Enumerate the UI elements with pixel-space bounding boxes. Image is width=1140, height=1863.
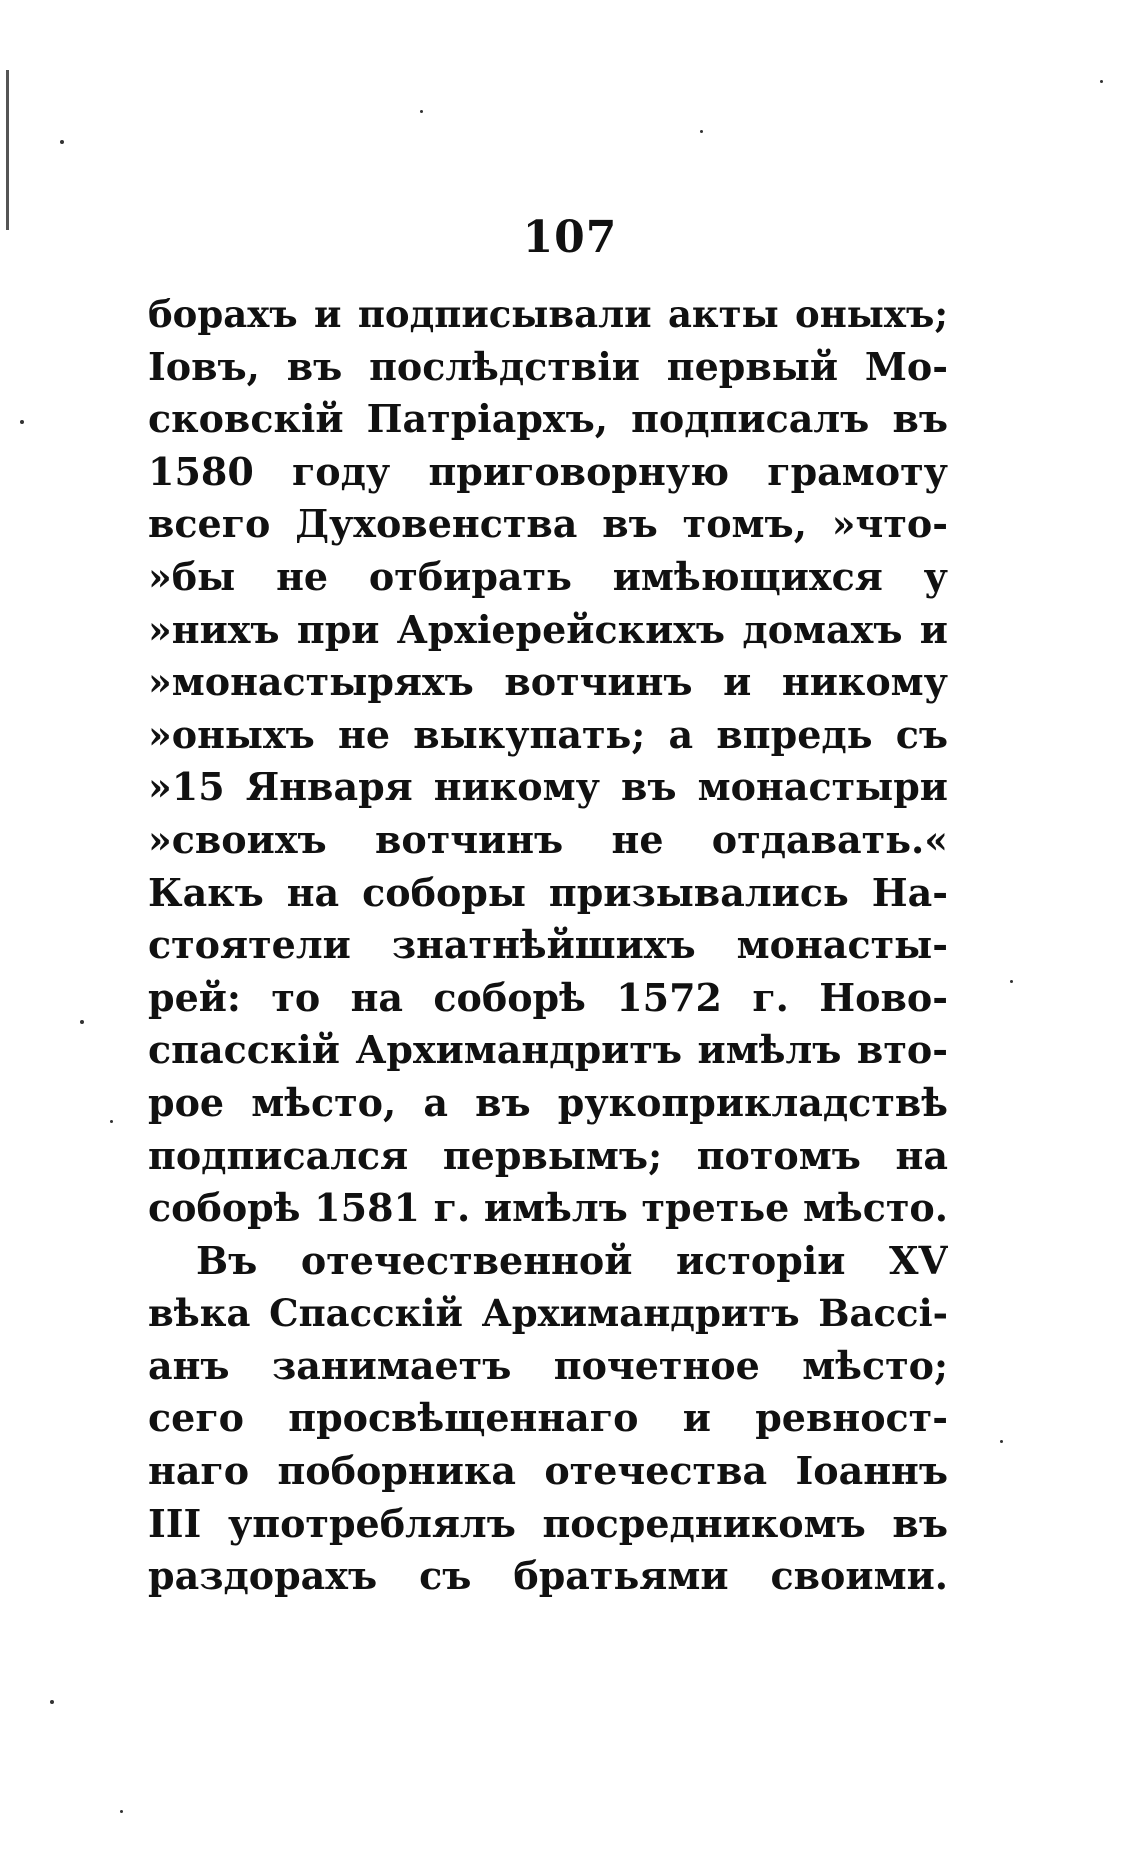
scan-speck [20,420,24,424]
text-line: Какъ на соборы призывались На- [148,869,948,915]
text-line: рей: то на соборѣ 1572 г. Ново- [148,974,948,1020]
text-line: Въ отечественной исторіи XV [196,1237,948,1283]
scan-speck [120,1810,123,1813]
text-line: вѣка Спасскій Архимандритъ Вассі- [148,1291,948,1336]
body-text [148,288,948,1603]
text-line: раздорахъ съ братьями своими. [148,1553,948,1599]
text-line: III употреблялъ посредникомъ въ [148,1500,948,1546]
text-line: борахъ и подписывали акты оныхъ; [148,292,948,336]
text-line: »монастыряхъ вотчинъ и никому [148,659,948,705]
scan-speck [50,1700,54,1704]
text-line: анъ занимаетъ почетное мѣсто; [148,1342,948,1388]
text-line: »нихъ при Архіерейскихъ домахъ и [148,606,948,652]
scan-speck [1010,980,1013,983]
text-line: соборѣ 1581 г. имѣлъ третье мѣсто. [148,1185,948,1231]
text-line: сего просвѣщеннаго и ревност- [148,1395,948,1441]
text-line: Іовъ, въ послѣдствіи первый Мо- [148,343,948,389]
scan-speck [420,110,423,113]
text-line: сковскій Патріархъ, подписалъ въ [148,396,948,442]
scan-speck [60,140,64,144]
text-line: рое мѣсто, а въ рукоприкладствѣ [148,1079,948,1125]
text-line: »бы не отбирать имѣющихся у [148,553,948,599]
scan-speck [110,1120,113,1123]
text-line: наго поборника отечества Іоаннъ [148,1448,948,1494]
scan-speck [1100,80,1103,83]
scan-speck [1000,1440,1003,1443]
scan-edge-mark [6,70,9,230]
text-line: стоятели знатнѣйшихъ монасты- [148,922,948,968]
text-line: 1580 году приговорную грамоту [148,448,948,494]
page-number: 107 [522,212,618,263]
text-line: »15 Января никому въ монастыри [148,764,948,810]
text-line: спасскій Архимандритъ имѣлъ вто- [148,1027,948,1073]
text-line: всего Духовенства въ томъ, »что- [148,501,948,547]
text-line: »своихъ вотчинъ не отдавать.« [148,816,948,862]
scan-speck [80,1020,84,1024]
scan-speck [700,130,703,133]
text-line: подписался первымъ; потомъ на [148,1132,948,1178]
text-line: »оныхъ не выкупать; а впредь съ [148,711,948,757]
